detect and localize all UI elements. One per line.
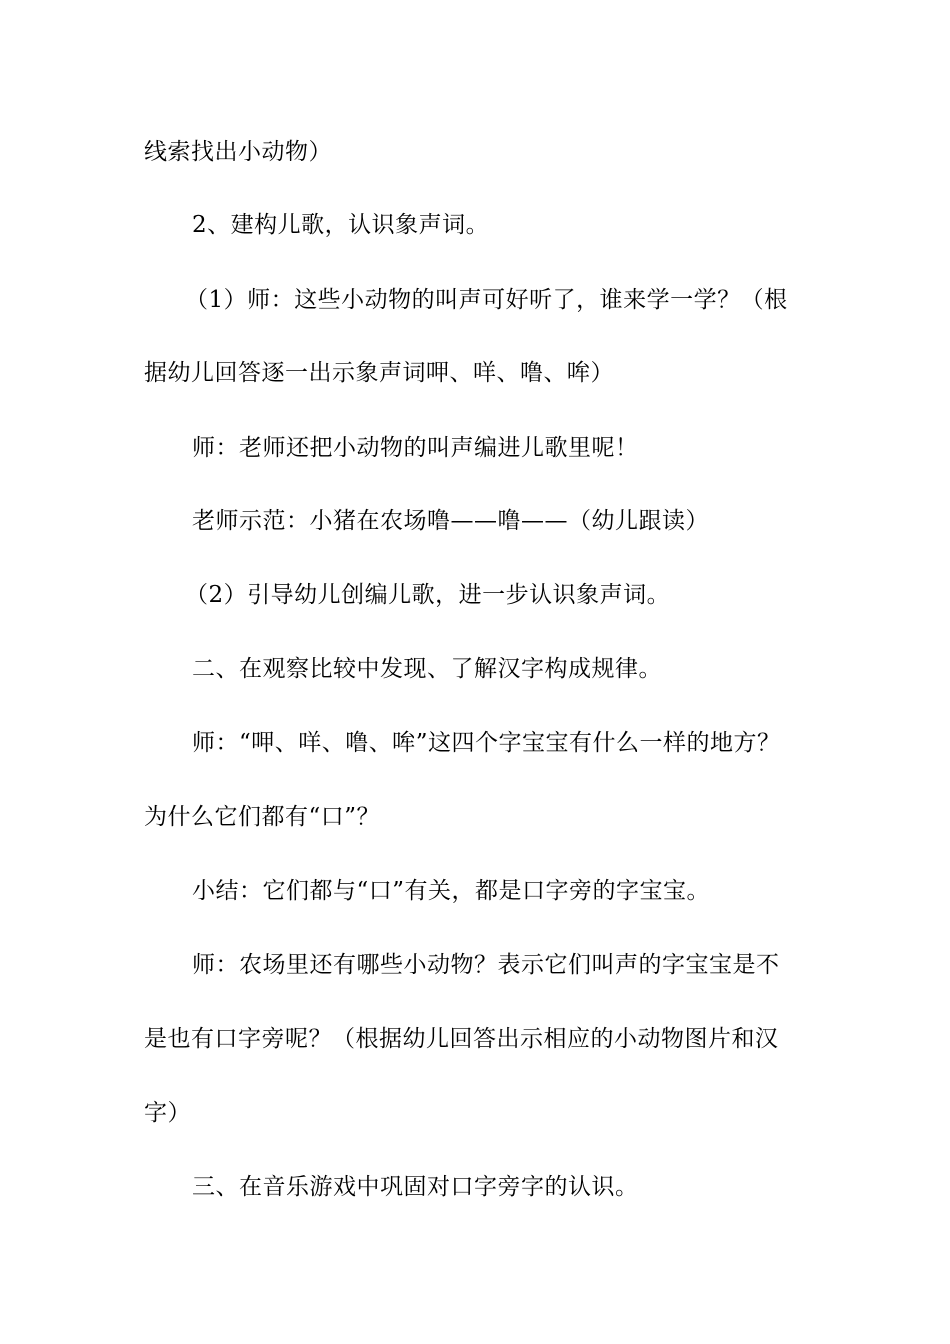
text-line: 老师示范：小猪在农场噜——噜——（幼儿跟读） (192, 508, 709, 534)
section-heading: 二、在观察比较中发现、了解汉字构成规律。 (192, 656, 662, 682)
text-line: 师：“呷、咩、噜、哞”这四个字宝宝有什么一样的地方？ (192, 730, 781, 756)
text-line: 字） (144, 1100, 191, 1126)
text-line: （1）师：这些小动物的叫声可好听了，谁来学一学？（根 (185, 287, 788, 313)
text-line: 2、建构儿歌，认识象声词。 (192, 212, 490, 238)
text-line: （2）引导幼儿创编儿歌，进一步认识象声词。 (185, 582, 671, 608)
text-line: 线索找出小动物） (144, 139, 332, 165)
text-line: 小结：它们都与“口”有关，都是口字旁的字宝宝。 (192, 878, 711, 904)
text-line: 为什么它们都有“口”？ (144, 804, 381, 830)
text-line: 据幼儿回答逐一出示象声词呷、咩、噜、哞） (144, 360, 614, 386)
text-line: 师：农场里还有哪些小动物？表示它们叫声的字宝宝是不 (192, 952, 780, 978)
section-heading: 三、在音乐游戏中巩固对口字旁字的认识。 (192, 1174, 639, 1200)
text-line: 是也有口字旁呢？（根据幼儿回答出示相应的小动物图片和汉 (144, 1026, 779, 1052)
text-line: 师：老师还把小动物的叫声编进儿歌里呢！ (192, 435, 639, 461)
